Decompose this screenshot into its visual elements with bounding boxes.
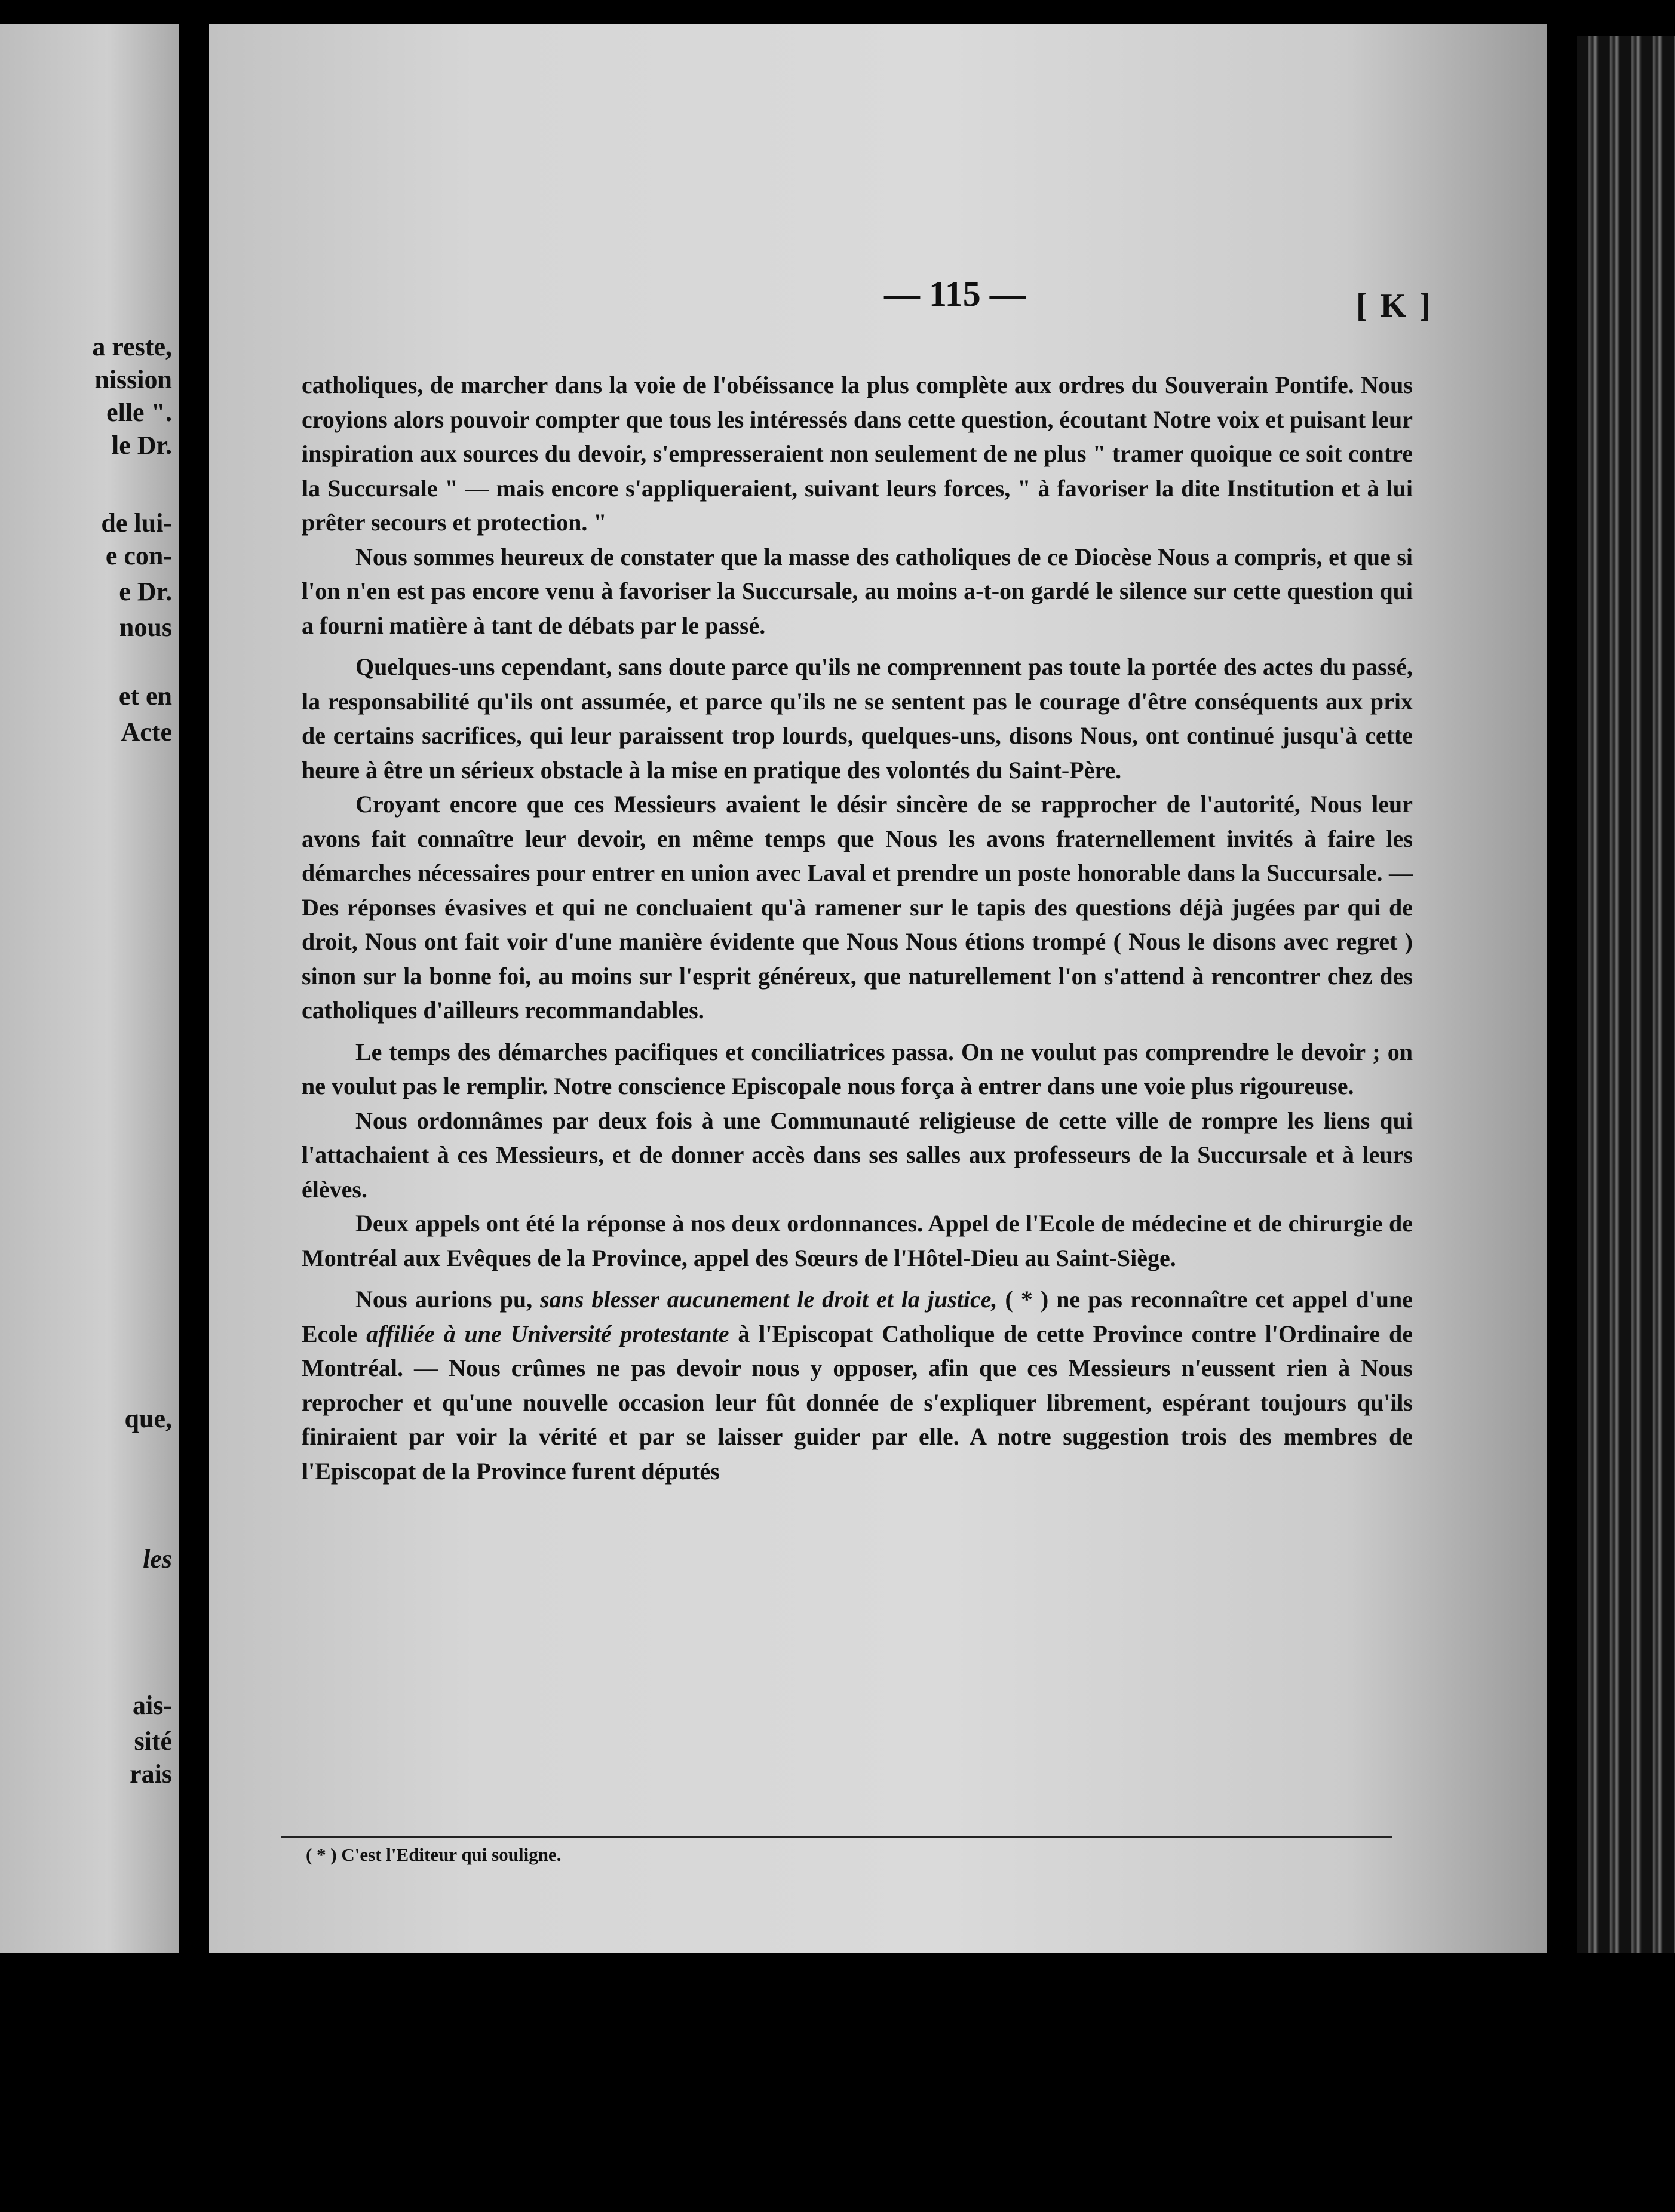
book-binding-edge xyxy=(1577,36,1675,1983)
footnote: ( * ) C'est l'Editeur qui souligne. xyxy=(306,1844,562,1865)
body-text xyxy=(302,368,1413,1488)
left-fragment: e Dr. xyxy=(119,577,172,606)
left-fragment: e con- xyxy=(105,541,172,570)
paragraph: Quelques-uns cependant, sans doute parce qu'ils ne comprennent pas toute la portée des actes du passé, la responsabilité qu'ils ont assumée, et parce qu'ils ne se sentent pas le courage d'être conséquents aux prix de certains sacrifices, qui leur paraissent trop lourds, quelques-uns, disons Nous, ont continué jusqu'à cette heure à être un sérieux obstacle à la mise en pratique des volontés du Saint-Père. xyxy=(302,653,1413,784)
left-fragment: et en xyxy=(118,681,172,711)
left-fragment: a reste, xyxy=(92,332,172,361)
left-fragment: sité xyxy=(134,1726,172,1756)
left-page-edge xyxy=(0,24,179,1953)
text-run: ( * ) ne pas reconnaître cet appel d'une Ecole xyxy=(302,1286,1413,1347)
left-fragment: que, xyxy=(124,1404,172,1433)
page-number: — 115 — xyxy=(884,274,1026,314)
emphasis-text: sans blesser aucunement le droit et la justice, xyxy=(540,1286,998,1313)
left-fragment: nous xyxy=(119,613,172,642)
paragraph: Croyant encore que ces Messieurs avaient le désir sincère de se rapprocher de l'autorité, Nous leur avons fait connaître leur devoir, en même temps que Nous les avons fraternellement invités à faire les démarches nécessaires pour entrer en union avec Laval et prendre un poste honorable dans la Succursale. —Des réponses évasives et qui ne concluaient qu'à ramener sur le tapis des questions déjà jugées par qui de droit, Nous ont fait voir d'une manière évidente que Nous Nous étions trompé ( Nous le disons avec regret ) sinon sur la bonne foi, au moins sur l'esprit généreux, que naturellement l'on s'attend à rencontrer chez des catholiques d'ailleurs recommandables. xyxy=(302,791,1413,1024)
paragraph xyxy=(302,1282,1413,1488)
paragraph: Deux appels ont été la réponse à nos deux ordonnances. Appel de l'Ecole de médecine et de chirurgie de Montréal aux Evêques de la Province, appel des Sœurs de l'Hôtel-Dieu au Saint-Siège. xyxy=(302,1210,1413,1271)
paragraph: catholiques, de marcher dans la voie de l'obéissance la plus complète aux ordres du Souverain Pontife. Nous croyions alors pouvoir compter que tous les intéressés dans cette question, écoutant Notre voix et puisant leur inspiration aux sources du devoir, s'empresseraient non seulement de ne plus " tramer quoique ce soit contre la Succursale " — mais encore s'appliqueraient, suivant leurs forces, " à favoriser la dite Institution et à lui prêter secours et protection. " xyxy=(302,371,1413,536)
left-fragment: de lui- xyxy=(101,508,172,537)
paragraph: Nous sommes heureux de constater que la masse des catholiques de ce Diocèse Nous a compris, et que si l'on n'en est pas encore venu à favoriser la Succursale, au moins a-t-on gardé le silence sur cette question qui a fourni matière à tant de débats par le passé. xyxy=(302,543,1413,639)
scan-background xyxy=(0,1953,1675,2212)
signature-mark: [ K ] xyxy=(1356,287,1433,324)
emphasis-text: affiliée à une Université protestante xyxy=(366,1320,729,1347)
left-fragment: nission xyxy=(94,365,172,394)
left-fragment: les xyxy=(143,1544,172,1574)
text-run: Nous aurions pu, xyxy=(355,1286,541,1313)
left-fragment: ais- xyxy=(133,1691,172,1720)
left-fragment: elle ". xyxy=(106,398,172,427)
text-run: à l'Episcopat Catholique de cette Province contre l'Ordinaire de Montréal. — Nous crûmes ne pas devoir nous y opposer, afin que ces Messieurs n'eussent rien à Nous reprocher et qu'une nouvelle occasion leur fût donnée de s'expliquer librement, espérant toujours qu'ils finiraient par voir la vérité et par se laisser guider par elle. A notre suggestion trois des membres de l'Episcopat de la Province furent députés xyxy=(302,1320,1413,1485)
left-fragment: le Dr. xyxy=(111,431,172,460)
paragraph: Nous ordonnâmes par deux fois à une Communauté religieuse de cette ville de rompre les liens qui l'attachaient à ces Messieurs, et de donner accès dans ses salles aux professeurs de la Succursale et à leurs élèves. xyxy=(302,1107,1413,1203)
left-fragment: rais xyxy=(130,1759,172,1789)
footnote-rule xyxy=(281,1836,1392,1838)
left-fragment: Acte xyxy=(121,717,172,746)
paragraph: Le temps des démarches pacifiques et conciliatrices passa. On ne voulut pas comprendre le devoir ; on ne voulut pas le remplir. Notre conscience Episcopale nous força à entrer dans une voie plus rigoureuse. xyxy=(302,1038,1413,1099)
document-page xyxy=(209,24,1547,1953)
